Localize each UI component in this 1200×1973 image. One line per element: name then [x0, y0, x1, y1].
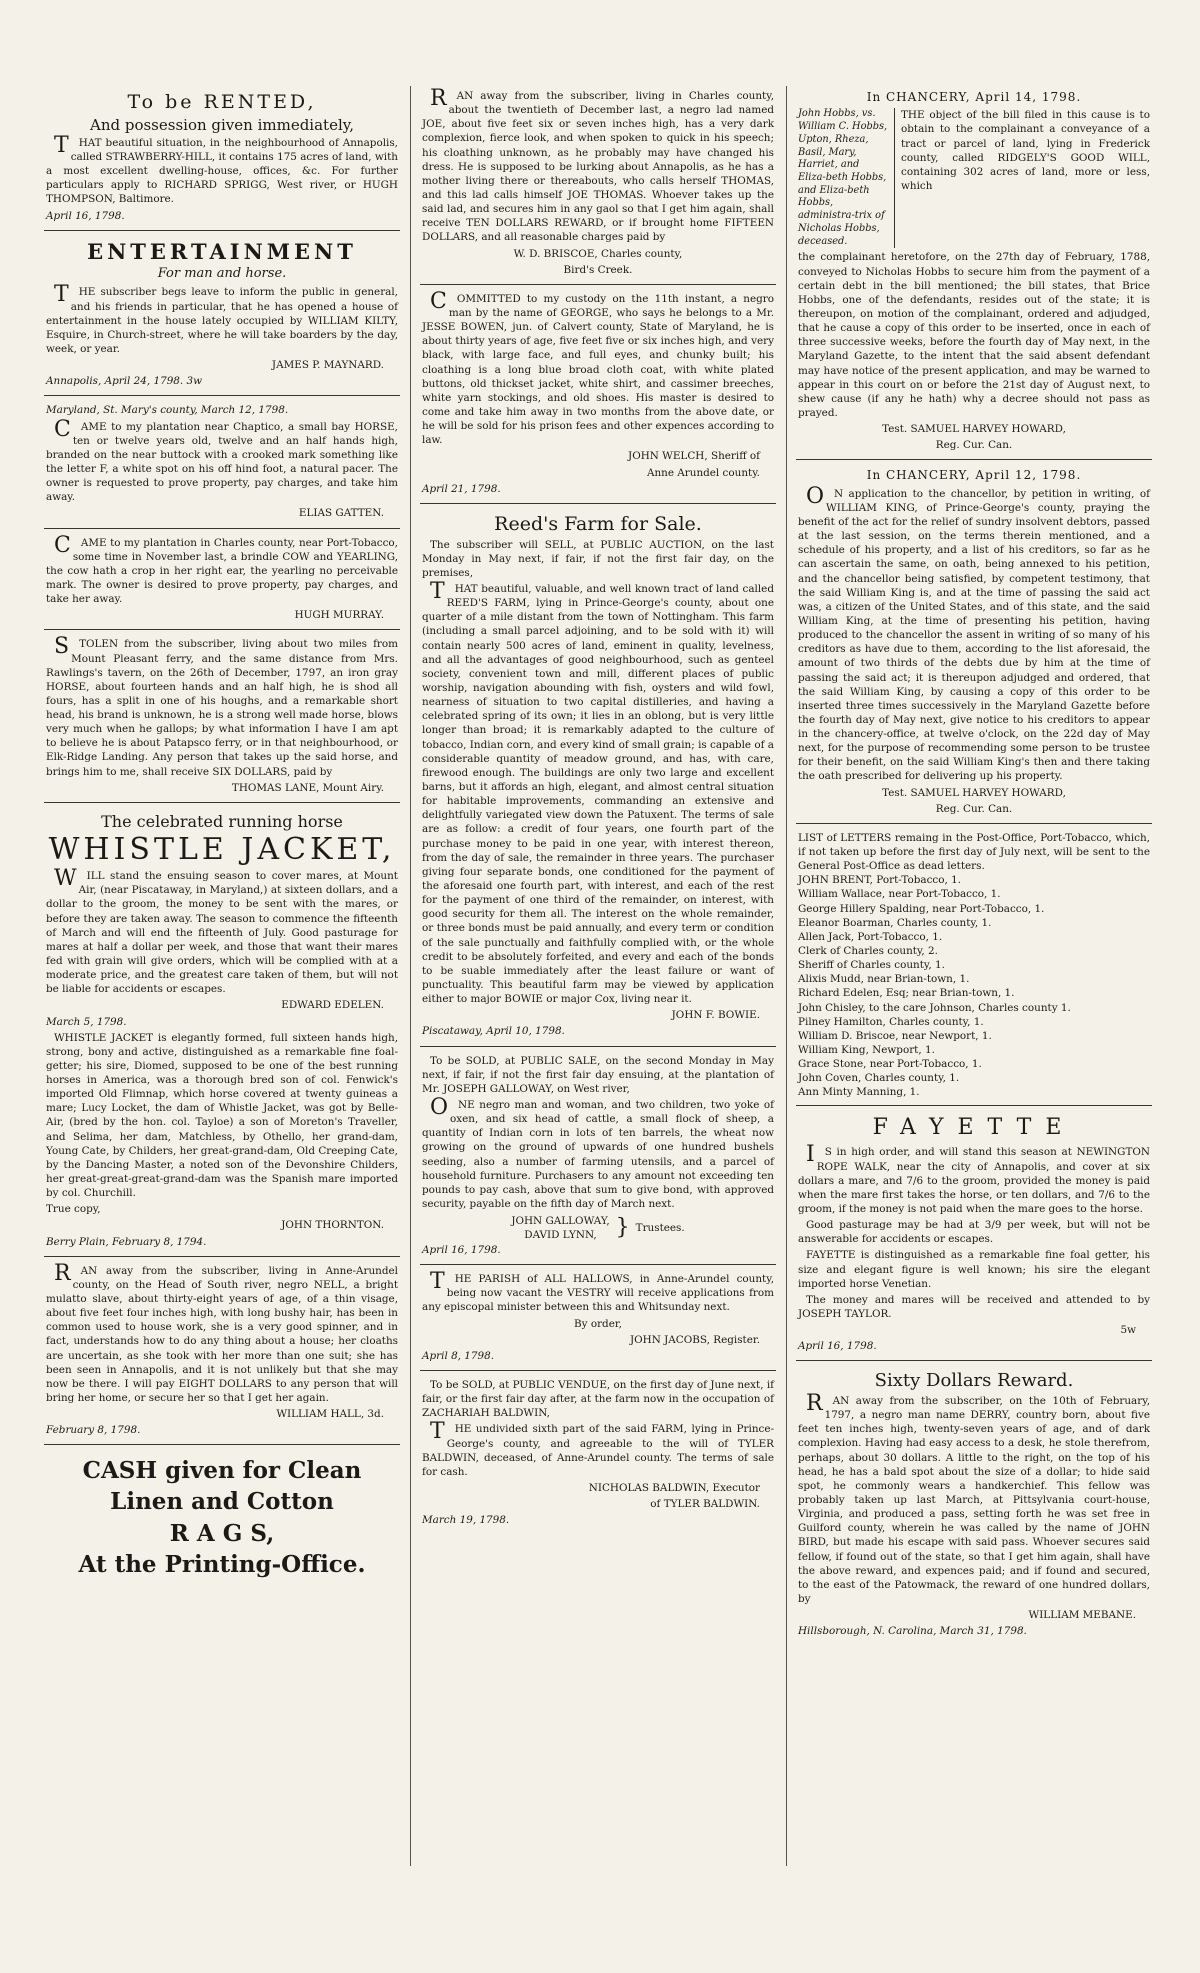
ad-body: The money and mares will be received and attended to by JOSEPH TAYLOR.	[798, 1293, 1150, 1321]
ad-date: April 8, 1798.	[422, 1349, 495, 1362]
ad-signature: NICHOLAS BALDWIN, Executor	[588, 1481, 760, 1494]
cash-line: At the Printing-Office.	[78, 1550, 366, 1578]
letter-item: Eleanor Boarman, Charles county, 1.	[798, 916, 992, 929]
ad-reeds-farm	[420, 508, 776, 1047]
column-1	[44, 86, 400, 1866]
cash-line: Linen and Cotton	[110, 1488, 334, 1516]
column-2	[420, 86, 776, 1866]
ad-signature: WILLIAM HALL, 3d.	[276, 1408, 384, 1421]
ad-body: RAN away from the subscriber, living in Anne-Arundel county, on the Head of South river, negro NELL, a bright mulatto slave, about thirty-eight years of age, of a thin visage, about five feet four inches high, with long bushy hair, has been in common used to house work, she is a very good spinner, and in fact, understands how to do any thing about a house; her cloaths are uncertain, as she took with her more than one suit; she has been seen in Annapolis, and it is not unlikely but that she may now be there. I will pay EIGHT DOLLARS to any person that will bring her home, or secure her so that I get her again.	[46, 1260, 398, 1405]
ad-body: RAN away from the subscriber, on the 10th of February, 1797, a negro man name DERRY, country born, about five feet ten inches high, twenty-seven years of age, and of dark complexion. Having had easy access to a desk, he stole therefrom, perhaps, about 30 dollars. A little to the right, on the top of his head, he has a bald spot about the size of a dollar; to hide said spot, he commonly wears a handkerchief. This fellow was probably taken up last March, at Pittsylvania court-house, Virginia, and produced a pass, setting forth he was set free in Guilford county, wherein he was called by the name of JOHN BIRD, but made his escape with said pass. Whoever secures said fellow, if found out of the state, so that I get him again, shall have the above reward, and expences paid; and if found and secured, to the east of the Patowmack, the reward of one hundred dollars, by	[798, 1391, 1150, 1606]
letter-item: Grace Stone, near Port-Tobacco, 1.	[798, 1058, 982, 1071]
ad-date: April 16, 1798.	[422, 1243, 501, 1256]
ad-chancery-hobbs	[796, 86, 1152, 460]
trustee-name: JOHN GALLOWAY,	[511, 1214, 610, 1227]
ad-intro: LIST of LETTERS remaing in the Post-Office, Port-Tobacco, which, if not taken up before the first day of July next, will be sent to the General Post-Office as dead letters.	[798, 831, 1150, 873]
ad-heading: To be RENTED,	[127, 91, 317, 113]
cash-line: CASH given for Clean	[82, 1457, 362, 1485]
ad-dateline: Maryland, St. Mary's county, March 12, 1798.	[46, 404, 289, 417]
letter-item: Pilney Hamilton, Charles county, 1.	[798, 1015, 984, 1028]
column-3	[796, 86, 1152, 1866]
ad-signature: JOHN WELCH, Sheriff of	[628, 450, 760, 463]
ad-body: THE object of the bill filed in this cause is to obtain to the complainant a conveyance of a tract or parcel of land, lying in Frederick county, called RIDGELY'S GOOD WILL, containing 302 acres of land, more or less, which	[901, 109, 1150, 193]
ad-date: Berry Plain, February 8, 1794.	[46, 1235, 207, 1248]
newspaper-page	[44, 86, 1152, 1866]
ad-chancery-king	[796, 464, 1152, 824]
ad-body: THE PARISH of ALL HALLOWS, in Anne-Arundel county, being now vacant the VESTRY will receive applications from any episcopal minister between this and Whitsunday next.	[422, 1269, 774, 1314]
ad-body: WHISTLE JACKET is elegantly formed, full sixteen hands high, strong, bony and active, distinguished as a remarkable fine foal-getter; his sire, Diomed, supposed to be one of the best running horses in America, was a thorough bred son of col. Fenwick's imported Old Flimnap, which horse covered at twenty guineas a mare; Lucy Locket, the dam of Whistle Jacket, was got by Belle-Air, (bred by the hon. col. Tayloe) a son of Moreton's Traveller, and Selima, her dam, Matchless, by Othello, her grand-dam, Young Cate, by Childers, her great-grand-dam, Old Creeping Cate, by the Dancing Master, a noted son of the Devonshire Childers, her great-great-great-grand-dam was the Spanish mare imported by col. Churchill.	[46, 1031, 398, 1200]
ad-signature: EDWARD EDELEN.	[281, 999, 384, 1012]
ad-intro: The subscriber will SELL, at PUBLIC AUCTION, on the last Monday in May next, if fair, if not the first fair day, on the premises,	[422, 538, 774, 579]
ad-body: THE subscriber begs leave to inform the public in general, and his friends in particular, that he has opened a house of entertainment in the house lately occupied by WILLIAM KILTY, Esquire, in Church-street, where he will take boarders by the day, week, or year.	[46, 282, 398, 355]
letter-item: Richard Edelen, Esq; near Brian-town, 1.	[798, 987, 1015, 1000]
ad-copy-note: True copy,	[46, 1203, 101, 1216]
ad-intro: To be SOLD, at PUBLIC SALE, on the second Monday in May next, if fair, if not the first fair day ensuing, at the plantation of Mr. JOSEPH GALLOWAY, on West river,	[422, 1054, 774, 1095]
ad-body: RAN away from the subscriber, living in Charles county, about the twentieth of December last, a negro lad named JOE, about five feet six or seven inches high, has a very dark complexion, fierce look, and when spoken to quick in his speech; his cloathing unknown, as he probably may have changed his dress. He is supposed to be lurking about Annapolis, as he has a mother living there or thereabouts, who calls herself THOMAS, and this lad calls himself JOE THOMAS. Whoever takes up the said lad, and secures him in any gaol so that I get him again, shall receive TEN DOLLARS REWARD, or if brought home FIFTEEN DOLLARS, and all reasonable charges paid by	[422, 86, 774, 244]
letter-item: Allen Jack, Port-Tobacco, 1.	[798, 930, 943, 943]
ad-signature-line2: Anne Arundel county.	[646, 466, 760, 479]
ad-signature: JOHN THORNTON.	[281, 1219, 384, 1232]
ad-place: Bird's Creek.	[563, 263, 633, 276]
ad-heading: In CHANCERY, April 12, 1798.	[866, 468, 1082, 483]
ad-jacobs	[420, 1269, 776, 1371]
ad-date: Annapolis, April 24, 1798. 3w	[46, 375, 203, 388]
ad-date: April 16, 1798.	[798, 1340, 877, 1353]
ad-date: April 21, 1798.	[422, 482, 501, 495]
ad-hall	[44, 1261, 400, 1446]
ad-signature-line2: of TYLER BALDWIN.	[650, 1498, 760, 1511]
ad-body: IS in high order, and will stand this season at NEWINGTON ROPE WALK, near the city of Annapolis, and cover at six dollars a mare, and 7/6 to the groom, provided the money is paid when the mare first takes the horse, or ten dollars, and 7/6 to the groom, if the money is not paid when the mare goes to the horse.	[798, 1142, 1150, 1216]
ad-body: WILL stand the ensuing season to cover mares, at Mount Air, (near Piscataway, in Maryland,) at sixteen dollars, and a dollar to the groom, the money to be sent with the mares, or before they are taken away. The season to commence the fifteenth of March and will end the fifteenth of July. Good pasturage for mares at half a dollar per week, and those that want their mares fed with grain will give orders, which will be complied with at a moderate price, and the greatest care taken of them, but will not be liable for accidents or escapes.	[46, 866, 398, 996]
trustees-label: Trustees.	[635, 1221, 685, 1234]
ad-preheading: The celebrated running horse	[101, 811, 343, 831]
ad-date: February 8, 1798.	[46, 1424, 141, 1437]
letter-item: William King, Newport, 1.	[798, 1044, 935, 1057]
ad-signature: W. D. BRISCOE, Charles county,	[513, 247, 683, 260]
ad-letters-list	[796, 828, 1152, 1106]
ad-whistle-jacket	[44, 807, 400, 1257]
ad-baldwin	[420, 1375, 776, 1534]
trustee-name: DAVID LYNN,	[524, 1229, 597, 1242]
ad-signature: JAMES P. MAYNARD.	[271, 359, 384, 372]
ad-heading: ENTERTAINMENT	[87, 238, 357, 264]
letter-item: William D. Briscoe, near Newport, 1.	[798, 1029, 992, 1042]
ad-body: the complainant heretofore, on the 27th day of February, 1788, conveyed to Nicholas Hobbs to secure him from the payment of a certain debt in the bill mentioned; the bill states, that Brice Hobbs, one of the defendants, resides out of the state; it is thereupon, on motion of the complainant, ordered and adjudged, that he cause a copy of this order to be inserted, once in each of three successive weeks, before the fourth day of May next, in the Maryland Gazette, to the intent that the said absent defendant may have notice of the present application, and may be warned to appear in this court on or before the 21st day of August next, to shew cause (if any he hath) why a decree should not pass as prayed.	[798, 251, 1150, 419]
letter-item: George Hillery Spalding, near Port-Tobacco, 1.	[798, 902, 1045, 915]
letter-item: JOHN BRENT, Port-Tobacco, 1.	[798, 874, 962, 887]
letter-item: Alixis Mudd, near Brian-town, 1.	[798, 973, 970, 986]
ad-murray	[44, 533, 400, 631]
ad-cash-rags	[44, 1449, 400, 1585]
ad-welch	[420, 289, 776, 504]
ad-mark: 5w	[1120, 1324, 1136, 1337]
ad-body: COMMITTED to my custody on the 11th instant, a negro man by the name of GEORGE, who says he belongs to a Mr. JESSE BOWEN, jun. of Calvert county, State of Maryland, he is about thirty years of age, five feet five or six inches high, and very black, with large face, and full eyes, and chunky built; his cloathing is a long blue broad cloth coat, with white plated buttons, old thickset jacket, white shirt, and cassimer breeches, white yarn stockings, and old shoes. His master is desired to come and take him away in two months from the above date, or he will be sold for his prison fees and other expences according to law.	[422, 288, 774, 447]
letter-item: Sheriff of Charles county, 1.	[798, 959, 945, 972]
ad-body: CAME to my plantation in Charles county, near Port-Tobacco, some time in November last, a brindle COW and YEARLING, the cow hath a crop in her right ear, the yearling no perceivable mark. The owner is desired to prove property, pay charges, and take her away.	[46, 532, 398, 606]
ad-date: Hillsborough, N. Carolina, March 31, 1798.	[798, 1625, 1027, 1638]
ad-date: Piscataway, April 10, 1798.	[422, 1025, 565, 1038]
ad-body: CAME to my plantation near Chaptico, a small bay HORSE, ten or twelve years old, twelve and an half hands high, branded on the near buttock with a crooked mark something like the letter F, a white spot on his off hind foot, a natural pacer. The owner is requested to prove property, pay charges, and take him away.	[46, 416, 398, 504]
ad-reg: Reg. Cur. Can.	[935, 439, 1013, 452]
ad-mebane	[796, 1365, 1152, 1645]
ad-subheading: For man and horse.	[157, 265, 287, 281]
letter-item: William Wallace, near Port-Tobacco, 1.	[798, 888, 1001, 901]
ad-body: STOLEN from the subscriber, living about two miles from Mount Pleasant ferry, and the same distance from Mrs. Rawlings's tavern, on the 26th of December, 1797, an iron gray HORSE, about fourteen hands and an half high, he is shod all fours, has a split in one of his houghs, and a remarkable short head, his brand is unknown, he is a strong well made horse, blows very much when he gallops; by what information I have I am apt to believe he is about Patapsco ferry, or in that neighbourhood, or Elk-Ridge Landing. Any person that takes up the said horse, and brings him to me, shall receive SIX DOLLARS, paid by	[46, 634, 398, 778]
letter-item: John Coven, Charles county, 1.	[798, 1072, 960, 1085]
ad-body: THAT beautiful, valuable, and well known tract of land called REED'S FARM, lying in Prince-George's county, about one quarter of a mile distant from the town of Nottingham. This farm (including a small parcel adjoining, and to be sold with it) will contain nearly 500 acres of land, eminent in quality, levelness, and all the advantages of good neighbourhood, such as genteel society, convenient town and mill, different places of public worship, navigation abounding with fish, oysters and wild fowl, nearness of situation to two capital distilleries, and having a celebrated spring of its own; it lies in an oblong, but is very little longer than broad; it is remarkably adapted to the culture of tobacco, Indian corn, and every kind of small grain; is capable of a considerable quantity of meadow ground, and has, with care, firewood enough. The buildings are only two large and excellent barns, but it affords an high, elegant, and almost central situation for habitable improvements, commanding an extensive and delightfully variegated view down the Patuxent. The terms of sale are as follow: a credit of four years, one fourth part of the purchase money to be paid in one year, with interest thereon, from the day of sale, the remainder in three years. The purchaser giving four separate bonds, one conditioned for the payment of the aforesaid one fourth part, with interest, and each of the rest for the payment of one third of the remainder, on interest, with good security for them all. The interest on the whole remainder, or three bonds must be paid annually, and every term or condition of the sale punctually and faithfully complied with, or the whole credit to be absolutely forfeited, and every and each of the bonds to be suable immediately after the least failure or want of punctuality. This beautiful farm may be viewed by application either to major BOWIE or major Cox, living near it.	[422, 579, 774, 1006]
ad-heading: In CHANCERY, April 14, 1798.	[866, 90, 1082, 104]
ad-body: THE undivided sixth part of the said FARM, lying in Prince-George's county, and agreeable to the will of TYLER BALDWIN, deceased, of Anne-Arundel county. The terms of sale for cash.	[422, 1419, 774, 1478]
letter-item: John Chisley, to the care Johnson, Charles county 1.	[798, 1001, 1071, 1014]
ad-heading: FAYETTE	[872, 1114, 1076, 1140]
ad-body: Good pasturage may be had at 3/9 per week, but will not be answerable for accidents or escapes.	[798, 1219, 1150, 1246]
ad-by-order: By order,	[574, 1317, 622, 1330]
letter-item: Ann Minty Manning, 1.	[798, 1086, 920, 1099]
letters-list	[798, 873, 1150, 1099]
ad-briscoe	[420, 86, 776, 285]
ad-signature: JOHN JACOBS, Register.	[630, 1333, 760, 1346]
cash-line: R A G S,	[169, 1519, 275, 1547]
ad-entertainment	[44, 235, 400, 397]
ad-signature: ELIAS GATTEN.	[298, 507, 384, 520]
ad-heading: WHISTLE JACKET,	[48, 832, 396, 868]
ad-strawberry-hill	[44, 86, 400, 231]
ad-test: Test. SAMUEL HARVEY HOWARD,	[882, 423, 1066, 436]
ad-lane	[44, 634, 400, 803]
ad-body: ONE negro man and woman, and two children, two yoke of oxen, and six head of cattle, a small flock of sheep, a quantity of Indian corn in lots of ten barrels, the wheat now growing on the ground of upwards of one hundred bushels seeding, also a number of farming utensils, and a parcel of household furniture. Purchasers to any amount not exceeding ten pounds to pay cash, above that sum to give bond, with approved security, payable on the fifth day of March next.	[422, 1094, 774, 1210]
ad-intro: To be SOLD, at PUBLIC VENDUE, on the first day of June next, if fair, or the first fair day after, at the farm now in the occupation of ZACHARIAH BALDWIN,	[422, 1378, 774, 1420]
ad-galloway: To be SOLD, at PUBLIC SALE, on the second Monday in May next, if fair, if not the first fair day ensuing, at the plantation of Mr. JOSEPH GALLOWAY, on West river, ONE negro man and woman, and two children, two yoke of oxen, and six head of cattle, a small flock of sheep, a quantity of Indian corn in lots of ten barrels, the wheat now growing on the ground of upwards of one hundred bushels seeding, also a number of farming utensils, and a parcel of household furniture. Purchasers to any amount not exceeding ten pounds to pay cash, above that sum to give bond, with approved security, payable on the fifth day of March next. JOHN GALLOWAY, DAVID LYNN, } Trustees. April 16, 1798.	[420, 1051, 776, 1266]
ad-subheading: And possession given immediately,	[89, 115, 355, 134]
column-rule	[786, 86, 787, 1866]
ad-heading: Sixty Dollars Reward.	[874, 1370, 1074, 1392]
ad-signature: HUGH MURRAY.	[294, 609, 384, 622]
ad-signature: WILLIAM MEBANE.	[1028, 1609, 1136, 1622]
ad-reg: Reg. Cur. Can.	[935, 802, 1013, 815]
ad-date: March 5, 1798.	[46, 1015, 127, 1028]
ad-date: March 19, 1798.	[422, 1514, 510, 1527]
ad-fayette	[796, 1110, 1152, 1362]
column-rule	[410, 86, 411, 1866]
ad-signature: JOHN F. BOWIE.	[671, 1009, 760, 1022]
ad-test: Test. SAMUEL HARVEY HOWARD,	[882, 786, 1066, 799]
ad-signature: THOMAS LANE, Mount Airy.	[231, 781, 384, 794]
ad-body: FAYETTE is distinguished as a remarkable fine foal getter, his size and elegant figure is well known; his sire the elegant imported horse Venetian.	[798, 1249, 1150, 1290]
ad-date: April 16, 1798.	[46, 209, 125, 222]
ad-gatten	[44, 400, 400, 528]
ad-body: THAT beautiful situation, in the neighbourhood of Annapolis, called STRAWBERRY-HILL, it contains 175 acres of land, with a most excellent dwelling-house, offices, &c. For further particulars apply to RICHARD SPRIGG, West river, or HUGH THOMPSON, Baltimore.	[46, 132, 398, 206]
letter-item: Clerk of Charles county, 2.	[798, 945, 938, 958]
ad-heading: Reed's Farm for Sale.	[494, 512, 702, 535]
ad-body: ON application to the chancellor, by petition in writing, of WILLIAM KING, of Prince-George's county, praying the benefit of the act for the relief of sundry insolvent debtors, passed at the last session, on the terms therein mentioned, and a schedule of his property, and a list of his creditors, so far as he can ascertain the same, on oath, being annexed to his petition, and the chancellor being satisfied, by competent testimony, that the said William King is, and at the time of passing the said act was, a citizen of the United States, and of this state, and the said William King, at the time of presenting his petition, having produced to the chancellor the assent in writing of so many of his creditors as have due to them, according to the list aforesaid, the amount of two thirds of the debts due by him at the time of passing the said act; it is thereupon adjudged and ordered, that the said William King, by causing a copy of this order to be inserted three times successively in the Maryland Gazette before the fourth day of May next, give notice to his creditors to appear in the chancery-office, at twelve o'clock, on the 22d day of May next, for the purpose of recommending some person to be trustee for their benefit, on the said William King's then and there taking the oath prescribed for delivering up his property.	[798, 483, 1150, 783]
case-parties: John Hobbs, vs. William C. Hobbs, Upton, Rheza, Basil, Mary, Harriet, and Eliza-beth Hobbs, and Eliza-beth Hobbs, administra-trix of Nicholas Hobbs, deceased.	[798, 108, 895, 248]
